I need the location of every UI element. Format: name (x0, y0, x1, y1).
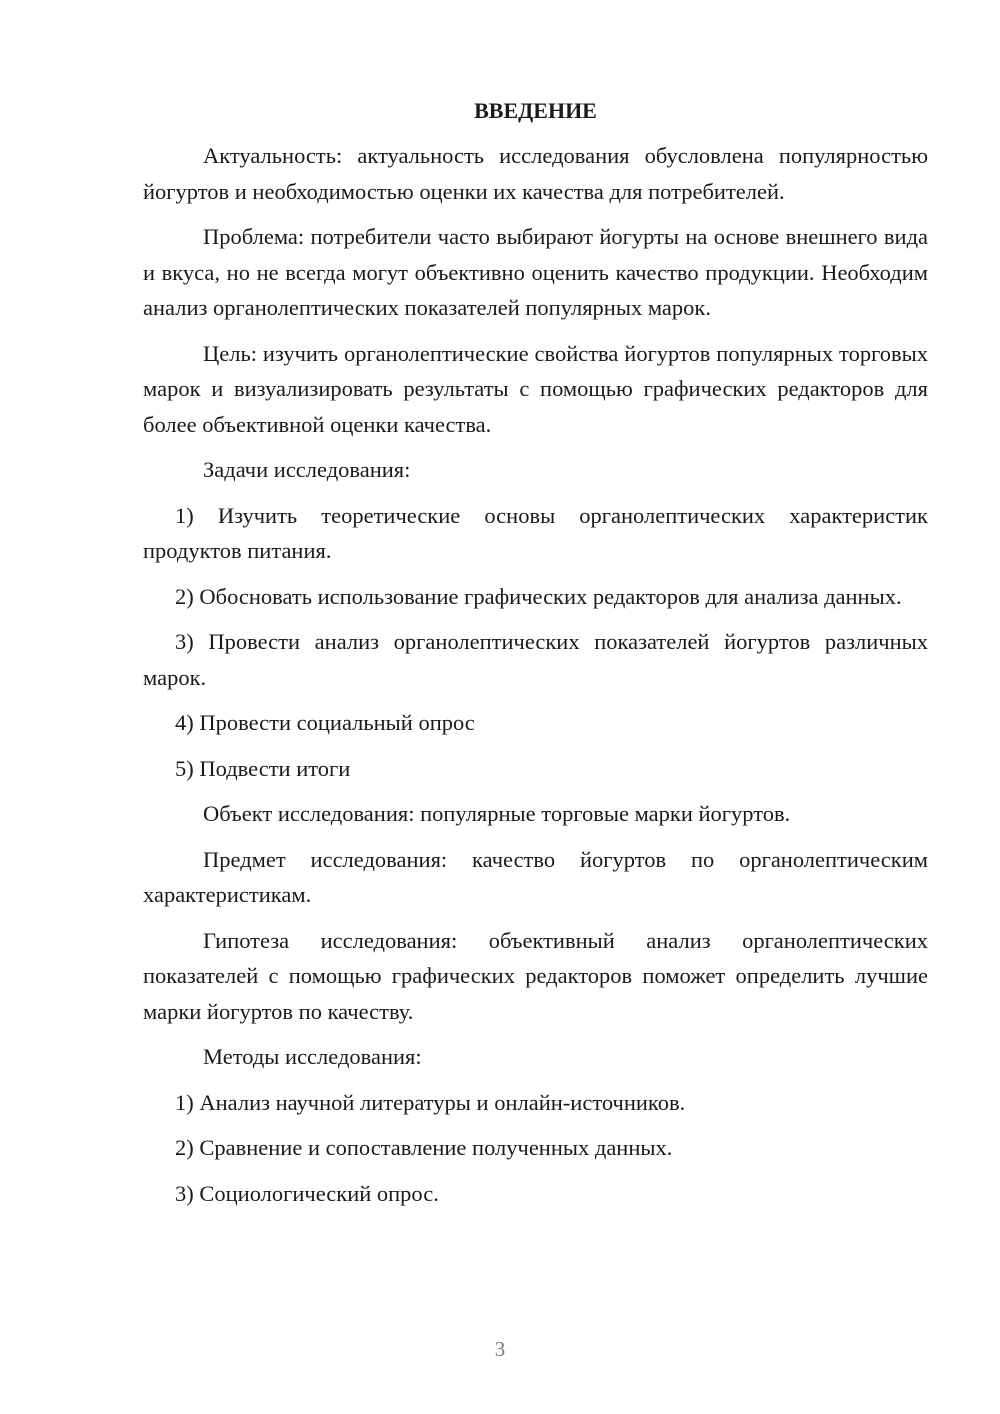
task-item-1: 1) Изучить теоретические основы органолептических характеристик продуктов питания. (143, 502, 928, 563)
method-item-2: 2) Сравнение и сопоставление полученных данных. (175, 1135, 673, 1160)
page-number: 3 (494, 1337, 506, 1361)
task-item-2: 2) Обосновать использование графических редакторов для анализа данных. (175, 583, 902, 609)
paragraph-object: Объект исследования: популярные торговые марки йогуртов. (203, 801, 791, 826)
paragraph-methods-heading: Методы исследования: (203, 1044, 422, 1069)
section-title: ВВЕДЕНИЕ (474, 98, 597, 123)
task-item-3: 3) Провести анализ органолептических показателей йогуртов различных марок. (143, 629, 928, 690)
paragraph-subject: Предмет исследования: качество йогуртов по органолептическим характеристикам. (143, 846, 928, 907)
paragraph-hypothesis: Гипотеза исследования: объективный анализ органолептических показателей с помощью графических редакторов поможет определить лучшие марки йогуртов по качеству. (143, 927, 928, 1024)
paragraph-goal: Цель: изучить органолептические свойства йогуртов популярных торговых марок и визуализировать результаты с помощью графических редакторов для более объективной оценки качества. (143, 340, 928, 437)
paragraph-tasks-heading: Задачи исследования: (203, 457, 411, 482)
task-item-4: 4) Провести социальный опрос (175, 710, 475, 735)
paragraph-problem: Проблема: потребители часто выбирают йогурты на основе внешнего вида и вкуса, но не всегда могут объективно оценить качество продукции. Необходим анализ органолептических показателей популярных марок. (143, 224, 928, 320)
paragraph-relevance: Актуальность: актуальность исследования обусловлена популярностью йогуртов и необходимостью оценки их качества для потребителей. (143, 143, 928, 204)
method-item-3: 3) Социологический опрос. (175, 1180, 439, 1206)
task-item-5: 5) Подвести итоги (175, 755, 351, 781)
method-item-1: 1) Анализ научной литературы и онлайн-источников. (175, 1089, 686, 1115)
